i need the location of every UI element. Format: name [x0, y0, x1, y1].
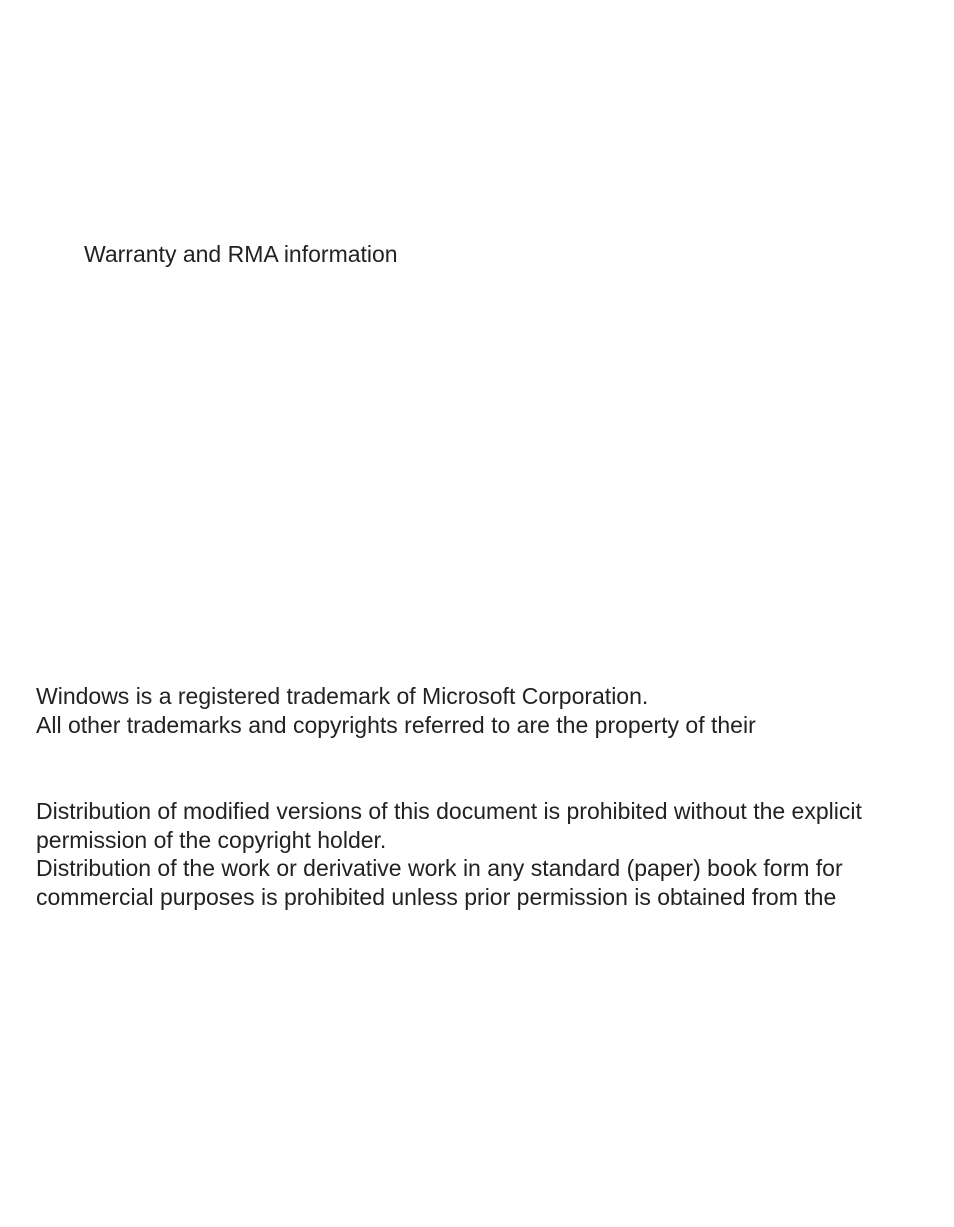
section-heading: Warranty and RMA information	[84, 241, 398, 267]
distribution-line: permission of the copyright holder.	[36, 826, 387, 853]
trademark-notice	[36, 682, 756, 739]
distribution-line: Distribution of modified versions of this document is prohibited without the explicit	[36, 798, 862, 824]
trademark-line: Windows is a registered trademark of Microsoft Corporation.	[36, 683, 649, 709]
distribution-line: Distribution of the work or derivative work in any standard (paper) book form for	[36, 855, 843, 882]
trademark-line: All other trademarks and copyrights referred to are the property of their	[36, 711, 756, 738]
distribution-notice	[36, 797, 862, 911]
distribution-line: commercial purposes is prohibited unless prior permission is obtained from the	[36, 883, 837, 910]
